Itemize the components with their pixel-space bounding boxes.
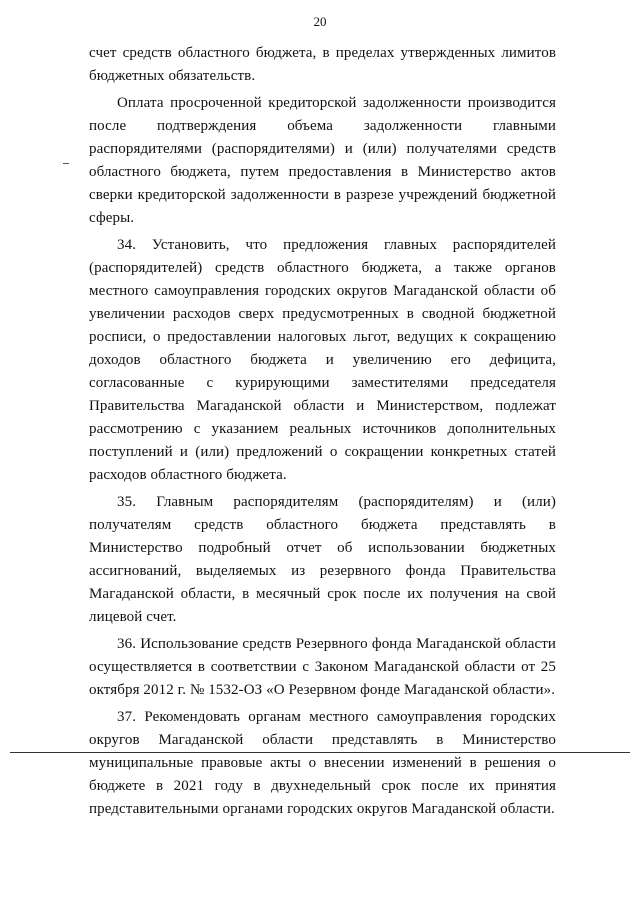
paragraph-clause-36: 36. Использование средств Резервного фонда Магаданской области осуществляется в соответствии с Законом Магаданской области от 25 октября 2012 г. № 1532-ОЗ «О Резервном фонде Магаданской области». xyxy=(89,636,556,698)
margin-mark xyxy=(63,163,69,164)
paragraph-clause-35: 35. Главным распорядителям (распорядителям) и (или) получателям средств областного бюджета представлять в Министерство подробный отчет об использовании бюджетных ассигнований, выделяемых из резервного фонда Правительства Магаданской области, в месячный срок после их получения на свой лицевой счет. xyxy=(89,494,556,625)
footer-divider xyxy=(10,752,630,753)
document-body xyxy=(89,42,556,825)
paragraph-overdue-payment: Оплата просроченной кредиторской задолженности производится после подтверждения объема задолженности главными распорядителями (распорядителями) и (или) получателями средств областного бюджета, путем предоставления в Министерство актов сверки кредиторской задолженности в разрезе учреждений бюджетной сферы. xyxy=(89,95,556,226)
paragraph-clause-34: 34. Установить, что предложения главных распорядителей (распорядителей) средств областного бюджета, а также органов местного самоуправления городских округов Магаданской области об увеличении расходов сверх предусмотренных в сводной бюджетной росписи, о предоставлении налоговых льгот, ведущих к сокращению доходов областного бюджета и увеличению его дефицита, согласованные с курирующими заместителями председателя Правительства Магаданской области и Министерством, подлежат рассмотрению с указанием реальных источников дополнительных поступлений и (или) предложений о сокращении конкретных статей расходов областного бюджета. xyxy=(89,237,556,483)
page-number: 20 xyxy=(313,14,327,29)
paragraph-clause-37: 37. Рекомендовать органам местного самоуправления городских округов Магаданской области представлять в Министерство муниципальные правовые акты о внесении изменений в решения о бюджете в 2021 году в двухнедельный срок после их принятия представительными органами городских округов Магаданской области. xyxy=(89,709,556,817)
paragraph-continuation: счет средств областного бюджета, в пределах утвержденных лимитов бюджетных обязательств. xyxy=(89,45,556,84)
